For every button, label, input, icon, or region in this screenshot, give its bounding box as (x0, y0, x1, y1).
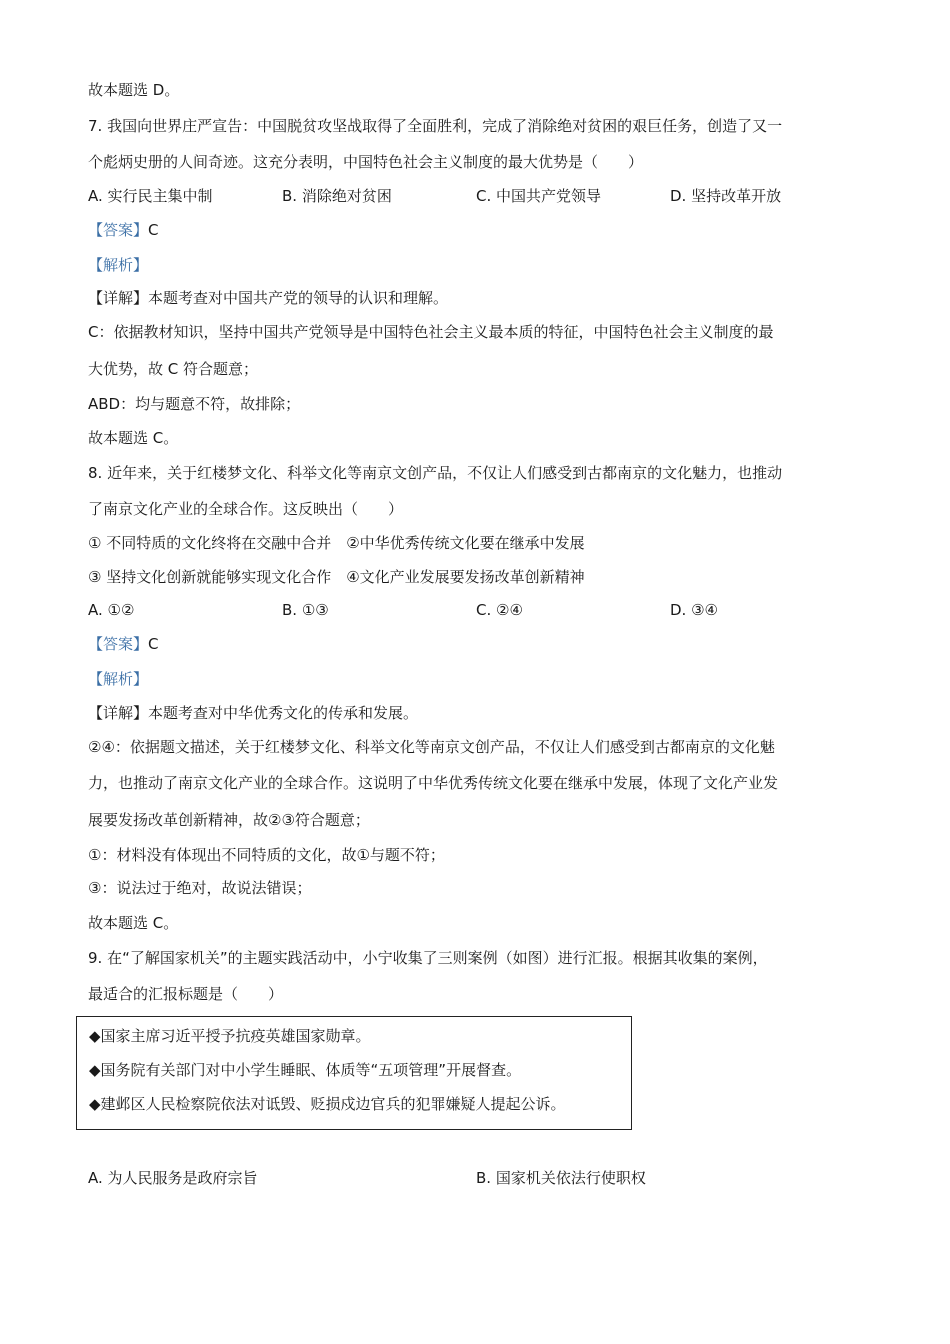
q8-analysis-1: ①：材料没有体现出不同特质的文化，故①与题不符； (88, 846, 445, 864)
q8-answer (88, 634, 159, 654)
q9-case-3: ◆建邺区人民检察院依法对诋毁、贬损戍边官兵的犯罪嫌疑人提起公诉。 (89, 1095, 566, 1113)
q8-stem-line2: 了南京文化产业的全球合作。这反映出（ ） (88, 500, 404, 518)
q9-option-b: B. 国家机关依法行使职权 (476, 1169, 646, 1187)
q7-answer (88, 220, 159, 240)
q9-stem-line1: 9. 在“了解国家机关”的主题实践活动中，小宁收集了三则案例（如图）进行汇报。根据其收集的案例， (88, 949, 768, 967)
q7-analysis-abd: ABD：均与题意不符，故排除； (88, 395, 301, 413)
q7-option-d: D. 坚持改革开放 (670, 187, 782, 205)
q8-option-b: B. ①③ (282, 601, 329, 619)
q7-stem-line1: 7. 我国向世界庄严宣告：中国脱贫攻坚战取得了全面胜利，完成了消除绝对贫困的艰巨任务，创造了又一 (88, 117, 783, 135)
q8-option-d: D. ③④ (670, 601, 718, 619)
q8-analysis-line1: ②④：依据题文描述，关于红楼梦文化、科举文化等南京文创产品，不仅让人们感受到古都南京的文化魅 (88, 738, 775, 756)
q7-option-c: C. 中国共产党领导 (476, 187, 602, 205)
q8-answer-tag: 【答案】 (88, 635, 149, 653)
q8-detail: 【详解】本题考查对中华优秀文化的传承和发展。 (88, 704, 419, 722)
q7-option-a: A. 实行民主集中制 (88, 187, 213, 205)
q9-case-1: ◆国家主席习近平授予抗疫英雄国家勋章。 (89, 1027, 371, 1045)
q8-analysis-3: ③：说法过于绝对，故说法错误； (88, 879, 312, 897)
q9-stem-line2: 最适合的汇报标题是（ ） (88, 985, 284, 1003)
q8-answer-value: C (148, 635, 159, 653)
q8-option-a: A. ①② (88, 601, 135, 619)
q7-answer-tag: 【答案】 (88, 221, 149, 239)
q8-option-c: C. ②④ (476, 601, 523, 619)
q7-detail: 【详解】本题考查对中国共产党的领导的认识和理解。 (88, 289, 449, 307)
q8-conclusion: 故本题选 C。 (88, 914, 179, 932)
q8-statements-line2: ③ 坚持文化创新就能够实现文化合作 ④文化产业发展要发扬改革创新精神 (88, 568, 585, 586)
q8-statements-line1: ① 不同特质的文化终将在交融中合并 ②中华优秀传统文化要在继承中发展 (88, 534, 585, 552)
q7-option-b: B. 消除绝对贫困 (282, 187, 392, 205)
q9-case-2: ◆国务院有关部门对中小学生睡眠、体质等“五项管理”开展督查。 (89, 1061, 522, 1079)
q8-stem-line1: 8. 近年来，关于红楼梦文化、科举文化等南京文创产品，不仅让人们感受到古都南京的文化魅力，也推动 (88, 464, 783, 482)
q9-case-box (76, 1016, 632, 1130)
q7-answer-value: C (148, 221, 159, 239)
q8-analysis-line2: 力，也推动了南京文化产业的全球合作。这说明了中华优秀传统文化要在继承中发展，体现了文化产业发 (88, 774, 779, 792)
q7-analysis-c-line2: 大优势，故 C 符合题意； (88, 360, 259, 378)
q8-analysis-tag: 【解析】 (88, 670, 149, 688)
q9-option-a: A. 为人民服务是政府宗旨 (88, 1169, 258, 1187)
q7-stem-line2: 个彪炳史册的人间奇迹。这充分表明，中国特色社会主义制度的最大优势是（ ） (88, 153, 644, 171)
q6-conclusion: 故本题选 D。 (88, 81, 180, 99)
q8-analysis-line3: 展要发扬改革创新精神，故②③符合题意； (88, 811, 370, 829)
q7-conclusion: 故本题选 C。 (88, 429, 179, 447)
q7-analysis-tag: 【解析】 (88, 256, 149, 274)
q7-analysis-c-line1: C：依据教材知识，坚持中国共产党领导是中国特色社会主义最本质的特征，中国特色社会主义制度的最 (88, 323, 774, 341)
